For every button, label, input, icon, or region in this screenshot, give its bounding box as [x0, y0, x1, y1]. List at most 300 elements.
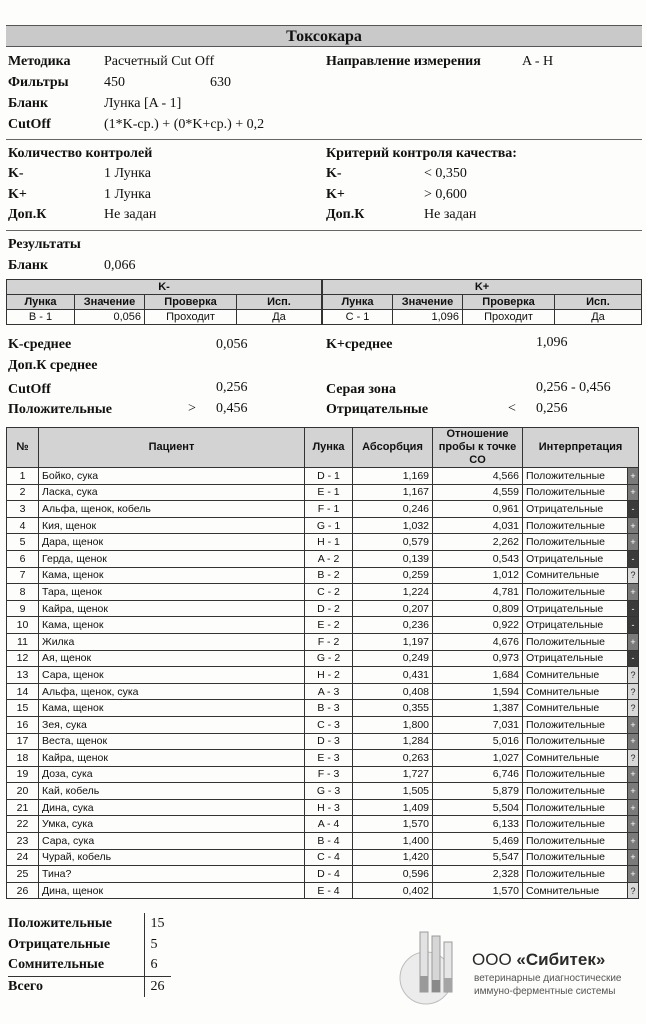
kminus-control-table [6, 279, 322, 325]
col-absorbance: Абсорбция [353, 428, 433, 468]
patient-name: Кама, щенок [39, 700, 305, 717]
well: C - 4 [305, 849, 353, 866]
question-icon: ? [628, 882, 639, 899]
patient-name: Чурай, кобель [39, 849, 305, 866]
row-number: 15 [7, 700, 39, 717]
well: B - 4 [305, 833, 353, 850]
col-patient: Пациент [39, 428, 305, 468]
ratio: 0,961 [433, 501, 523, 518]
table-row [7, 882, 639, 899]
plus-icon: + [628, 534, 639, 551]
summary-row [8, 955, 171, 976]
company-tagline-2: иммуно-ферментные системы [474, 986, 616, 997]
col-well: Лунка [305, 428, 353, 468]
interpretation: Положительные [523, 584, 628, 601]
well: F - 3 [305, 766, 353, 783]
company-prefix: ООО [472, 950, 512, 969]
ratio: 7,031 [433, 716, 523, 733]
summary-value: 15 [144, 913, 171, 934]
interpretation: Положительные [523, 716, 628, 733]
row-number: 10 [7, 617, 39, 634]
col-check: Проверка [463, 295, 555, 310]
interpretation: Положительные [523, 766, 628, 783]
kminus-label: K- [8, 166, 24, 181]
ratio: 5,469 [433, 833, 523, 850]
well: G - 2 [305, 650, 353, 667]
row-number: 23 [7, 833, 39, 850]
ratio: 4,031 [433, 517, 523, 534]
interpretation: Положительные [523, 484, 628, 501]
well: D - 4 [305, 866, 353, 883]
question-icon: ? [628, 700, 639, 717]
interpretation: Сомнительные [523, 683, 628, 700]
ratio: 1,684 [433, 667, 523, 684]
direction-value: A - H [522, 54, 554, 69]
well: A - 3 [305, 683, 353, 700]
col-value: Значение [393, 295, 463, 310]
table-row [7, 484, 639, 501]
interpretation: Положительные [523, 816, 628, 833]
absorbance: 0,236 [353, 617, 433, 634]
ratio: 4,559 [433, 484, 523, 501]
ratio: 2,262 [433, 534, 523, 551]
row-number: 25 [7, 866, 39, 883]
blank-label: Бланк [8, 96, 49, 111]
absorbance: 1,409 [353, 799, 433, 816]
positive-threshold-sign: > [188, 401, 196, 416]
interpretation: Положительные [523, 468, 628, 485]
kminus-check: Проходит [145, 310, 237, 325]
patient-name: Зея, сука [39, 716, 305, 733]
kminus-group-header: K- [7, 280, 322, 295]
table-row [7, 799, 639, 816]
ratio: 1,594 [433, 683, 523, 700]
plus-icon: + [628, 833, 639, 850]
patient-name: Дина, сука [39, 799, 305, 816]
absorbance: 1,505 [353, 783, 433, 800]
flask-icon [396, 928, 472, 1006]
interpretation: Положительные [523, 633, 628, 650]
interpretation: Положительные [523, 849, 628, 866]
row-number: 13 [7, 667, 39, 684]
patient-name: Кайра, щенок [39, 600, 305, 617]
interpretation: Сомнительные [523, 882, 628, 899]
ratio: 0,922 [433, 617, 523, 634]
patient-name: Герда, щенок [39, 550, 305, 567]
well: E - 3 [305, 750, 353, 767]
kminus-used: Да [237, 310, 322, 325]
well: H - 1 [305, 534, 353, 551]
summary-label: Положительные [8, 915, 112, 931]
ratio: 1,012 [433, 567, 523, 584]
filters-label: Фильтры [8, 75, 69, 90]
row-number: 26 [7, 882, 39, 899]
kminus-value: 1 Лунка [104, 166, 151, 181]
kplus-well: C - 1 [323, 310, 393, 325]
kminus-avg-label: K-среднее [8, 337, 72, 352]
interpretation: Сомнительные [523, 567, 628, 584]
patient-name: Кия, щенок [39, 517, 305, 534]
kplus-control-table [322, 279, 642, 325]
kplus-value: 1 Лунка [104, 187, 151, 202]
q-dopk-value: Не задан [424, 207, 477, 222]
interpretation: Сомнительные [523, 750, 628, 767]
summary-value: 6 [144, 955, 171, 976]
minus-icon: - [628, 617, 639, 634]
row-number: 2 [7, 484, 39, 501]
row-number: 7 [7, 567, 39, 584]
row-number: 19 [7, 766, 39, 783]
cutoff-formula: (1*K-ср.) + (0*K+ср.) + 0,2 [104, 117, 265, 132]
table-row [7, 584, 639, 601]
row-number: 4 [7, 517, 39, 534]
absorbance: 0,263 [353, 750, 433, 767]
patient-name: Сара, щенок [39, 667, 305, 684]
ratio: 5,016 [433, 733, 523, 750]
well: H - 3 [305, 799, 353, 816]
patient-name: Умка, сука [39, 816, 305, 833]
filter-1: 450 [104, 75, 125, 90]
absorbance: 0,207 [353, 600, 433, 617]
table-row [7, 700, 639, 717]
row-number: 22 [7, 816, 39, 833]
patient-name: Доза, сука [39, 766, 305, 783]
negative-threshold-sign: < [508, 401, 516, 416]
table-row [7, 633, 639, 650]
company-brand: «Сибитек» [516, 950, 606, 969]
well: D - 1 [305, 468, 353, 485]
table-row [7, 733, 639, 750]
table-row [7, 750, 639, 767]
plus-icon: + [628, 849, 639, 866]
interpretation: Отрицательные [523, 600, 628, 617]
patient-name: Кама, щенок [39, 567, 305, 584]
well: C - 2 [305, 584, 353, 601]
quality-title: Критерий контроля качества: [326, 146, 517, 161]
absorbance: 1,570 [353, 816, 433, 833]
summary-table [8, 913, 171, 997]
summary-value: 5 [144, 934, 171, 955]
table-row [7, 650, 639, 667]
table-row [7, 833, 639, 850]
patient-name: Альфа, щенок, кобель [39, 501, 305, 518]
patient-name: Веста, щенок [39, 733, 305, 750]
divider [6, 230, 642, 231]
table-row [7, 534, 639, 551]
q-kplus-label: K+ [326, 187, 345, 202]
well: A - 4 [305, 816, 353, 833]
well: C - 3 [305, 716, 353, 733]
ratio: 1,027 [433, 750, 523, 767]
absorbance: 0,579 [353, 534, 433, 551]
table-row [7, 816, 639, 833]
patient-name: Тара, щенок [39, 584, 305, 601]
col-number: № [7, 428, 39, 468]
row-number: 12 [7, 650, 39, 667]
negative-threshold-value: 0,256 [536, 401, 568, 416]
absorbance: 0,596 [353, 866, 433, 883]
q-kminus-value: < 0,350 [424, 166, 467, 181]
table-row [7, 501, 639, 518]
well: G - 1 [305, 517, 353, 534]
controls-count-title: Количество контролей [8, 146, 153, 161]
table-row [7, 716, 639, 733]
kminus-avg-value: 0,056 [216, 337, 248, 352]
row-number: 8 [7, 584, 39, 601]
interpretation: Отрицательные [523, 501, 628, 518]
positive-threshold-label: Положительные [8, 402, 112, 417]
plus-icon: + [628, 517, 639, 534]
question-icon: ? [628, 683, 639, 700]
col-check: Проверка [145, 295, 237, 310]
absorbance: 1,224 [353, 584, 433, 601]
well: B - 3 [305, 700, 353, 717]
company-tagline-1: ветеринарные диагностические [474, 973, 622, 984]
report-title: Токсокара [6, 25, 642, 47]
kminus-val: 0,056 [75, 310, 145, 325]
patient-name: Бойко, сука [39, 468, 305, 485]
row-number: 24 [7, 849, 39, 866]
row-number: 16 [7, 716, 39, 733]
divider [6, 139, 642, 140]
kplus-check: Проходит [463, 310, 555, 325]
q-kplus-value: > 0,600 [424, 187, 467, 202]
col-well: Лунка [323, 295, 393, 310]
plus-icon: + [628, 866, 639, 883]
ratio: 5,504 [433, 799, 523, 816]
interpretation: Положительные [523, 783, 628, 800]
well: B - 2 [305, 567, 353, 584]
patient-name: Кайра, щенок [39, 750, 305, 767]
minus-icon: - [628, 550, 639, 567]
negative-threshold-label: Отрицательные [326, 402, 429, 417]
interpretation: Положительные [523, 534, 628, 551]
table-row [7, 550, 639, 567]
well: D - 3 [305, 733, 353, 750]
table-row [7, 617, 639, 634]
table-row [7, 766, 639, 783]
company-name [472, 950, 605, 970]
row-number: 1 [7, 468, 39, 485]
cutoff-result-value: 0,256 [216, 380, 248, 395]
patient-name: Жилка [39, 633, 305, 650]
row-number: 11 [7, 633, 39, 650]
table-row [7, 783, 639, 800]
summary-row [8, 913, 171, 934]
table-row [7, 667, 639, 684]
kplus-used: Да [555, 310, 642, 325]
plus-icon: + [628, 816, 639, 833]
absorbance: 1,032 [353, 517, 433, 534]
filter-2: 630 [210, 75, 231, 90]
absorbance: 0,249 [353, 650, 433, 667]
patient-name: Ласка, сука [39, 484, 305, 501]
interpretation: Положительные [523, 833, 628, 850]
ratio: 4,676 [433, 633, 523, 650]
col-used: Исп. [555, 295, 642, 310]
table-row [7, 866, 639, 883]
patient-name: Дара, щенок [39, 534, 305, 551]
well: A - 2 [305, 550, 353, 567]
plus-icon: + [628, 633, 639, 650]
patient-name: Дина, щенок [39, 882, 305, 899]
results-blank-value: 0,066 [104, 258, 136, 273]
summary-row [8, 934, 171, 955]
ratio: 1,387 [433, 700, 523, 717]
interpretation: Отрицательные [523, 550, 628, 567]
summary-label: Сомнительные [8, 957, 105, 973]
minus-icon: - [628, 650, 639, 667]
plus-icon: + [628, 733, 639, 750]
plus-icon: + [628, 484, 639, 501]
blank-value: Лунка [A - 1] [104, 96, 182, 111]
ratio: 5,879 [433, 783, 523, 800]
col-interpretation: Интерпретация [523, 428, 639, 468]
absorbance: 0,408 [353, 683, 433, 700]
well: G - 3 [305, 783, 353, 800]
interpretation: Положительные [523, 866, 628, 883]
q-kminus-label: K- [326, 166, 342, 181]
col-ratio: Отношение пробы к точке CO [433, 428, 523, 468]
well: D - 2 [305, 600, 353, 617]
dopk-avg-label: Доп.К среднее [8, 358, 98, 373]
well: E - 2 [305, 617, 353, 634]
minus-icon: - [628, 600, 639, 617]
row-number: 9 [7, 600, 39, 617]
q-dopk-label: Доп.К [326, 207, 365, 222]
kplus-avg-label: K+среднее [326, 337, 393, 352]
row-number: 18 [7, 750, 39, 767]
question-icon: ? [628, 567, 639, 584]
plus-icon: + [628, 584, 639, 601]
table-row [7, 600, 639, 617]
dopk-value: Не задан [104, 207, 157, 222]
ratio: 2,328 [433, 866, 523, 883]
ratio: 4,781 [433, 584, 523, 601]
well: E - 1 [305, 484, 353, 501]
absorbance: 0,355 [353, 700, 433, 717]
absorbance: 1,284 [353, 733, 433, 750]
table-row [7, 517, 639, 534]
absorbance: 0,431 [353, 667, 433, 684]
well: F - 2 [305, 633, 353, 650]
interpretation: Отрицательные [523, 650, 628, 667]
plus-icon: + [628, 783, 639, 800]
method-value: Расчетный Cut Off [104, 54, 215, 69]
patient-name: Кай, кобель [39, 783, 305, 800]
direction-label: Направление измерения [326, 54, 481, 69]
plus-icon: + [628, 766, 639, 783]
summary-label: Отрицательные [8, 936, 111, 952]
ratio: 6,133 [433, 816, 523, 833]
cutoff-result-label: CutOff [8, 382, 51, 397]
ratio: 6,746 [433, 766, 523, 783]
table-row [7, 683, 639, 700]
results-title: Результаты [8, 237, 81, 252]
absorbance: 0,139 [353, 550, 433, 567]
kplus-val: 1,096 [393, 310, 463, 325]
interpretation: Положительные [523, 733, 628, 750]
patient-name: Кама, щенок [39, 617, 305, 634]
method-label: Методика [8, 54, 71, 69]
ratio: 4,566 [433, 468, 523, 485]
kminus-well: B - 1 [7, 310, 75, 325]
absorbance: 0,259 [353, 567, 433, 584]
grey-zone-value: 0,256 - 0,456 [536, 380, 611, 395]
absorbance: 1,420 [353, 849, 433, 866]
ratio: 1,570 [433, 882, 523, 899]
absorbance: 1,400 [353, 833, 433, 850]
ratio: 0,543 [433, 550, 523, 567]
absorbance: 1,169 [353, 468, 433, 485]
table-row [7, 567, 639, 584]
grey-zone-label: Серая зона [326, 382, 396, 397]
row-number: 21 [7, 799, 39, 816]
interpretation: Сомнительные [523, 667, 628, 684]
row-number: 3 [7, 501, 39, 518]
samples-table [6, 427, 639, 899]
plus-icon: + [628, 468, 639, 485]
patient-name: Альфа, щенок, сука [39, 683, 305, 700]
row-number: 17 [7, 733, 39, 750]
patient-name: Ая, щенок [39, 650, 305, 667]
absorbance: 1,727 [353, 766, 433, 783]
ratio: 0,809 [433, 600, 523, 617]
question-icon: ? [628, 667, 639, 684]
table-row [7, 849, 639, 866]
dopk-label: Доп.К [8, 207, 47, 222]
well: F - 1 [305, 501, 353, 518]
plus-icon: + [628, 716, 639, 733]
ratio: 0,973 [433, 650, 523, 667]
well: E - 4 [305, 882, 353, 899]
col-well: Лунка [7, 295, 75, 310]
kplus-group-header: K+ [323, 280, 642, 295]
col-used: Исп. [237, 295, 322, 310]
summary-row [8, 976, 171, 997]
row-number: 14 [7, 683, 39, 700]
plus-icon: + [628, 799, 639, 816]
interpretation: Положительные [523, 799, 628, 816]
company-logo [396, 928, 472, 1006]
interpretation: Сомнительные [523, 700, 628, 717]
row-number: 20 [7, 783, 39, 800]
absorbance: 0,402 [353, 882, 433, 899]
summary-value: 26 [144, 976, 171, 997]
row-number: 6 [7, 550, 39, 567]
absorbance: 1,167 [353, 484, 433, 501]
col-value: Значение [75, 295, 145, 310]
positive-threshold-value: 0,456 [216, 401, 248, 416]
absorbance: 0,246 [353, 501, 433, 518]
ratio: 5,547 [433, 849, 523, 866]
summary-label: Всего [8, 976, 144, 997]
interpretation: Отрицательные [523, 617, 628, 634]
patient-name: Тина? [39, 866, 305, 883]
kplus-label: K+ [8, 187, 27, 202]
question-icon: ? [628, 750, 639, 767]
table-row [7, 468, 639, 485]
cutoff-label: CutOff [8, 117, 51, 132]
row-number: 5 [7, 534, 39, 551]
well: H - 2 [305, 667, 353, 684]
results-blank-label: Бланк [8, 258, 49, 273]
patient-name: Сара, сука [39, 833, 305, 850]
interpretation: Положительные [523, 517, 628, 534]
minus-icon: - [628, 501, 639, 518]
absorbance: 1,800 [353, 716, 433, 733]
absorbance: 1,197 [353, 633, 433, 650]
